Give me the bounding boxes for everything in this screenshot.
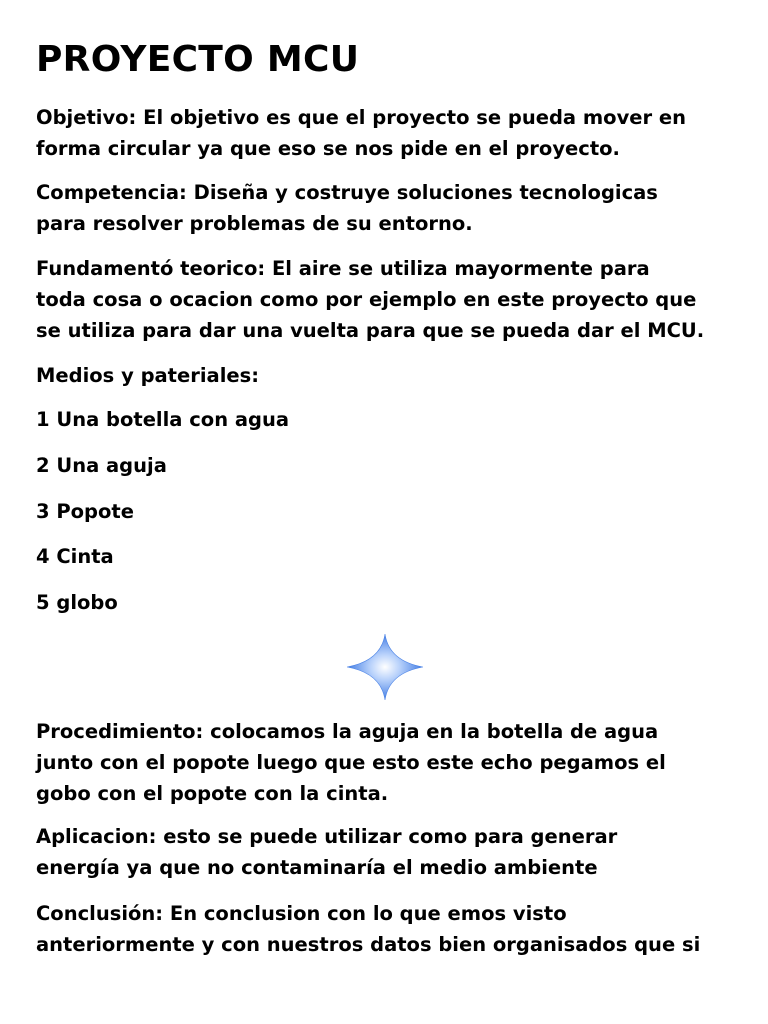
procedimiento-paragraph: Procedimiento: colocamos la aguja en la botella de agua junto con el popote luego que esto este echo pegamos el gobo con el popote con la cinta. [36, 720, 666, 805]
medios-heading: Medios y pateriales: [36, 364, 260, 387]
material-item: 1 Una botella con agua [36, 408, 290, 431]
fundamento-paragraph: Fundamentó teorico: El aire se utiliza mayormente para toda cosa o ocacion como por ejemplo en este proyecto que se utiliza para dar una vuelta para que se pueda dar el MCU. [36, 257, 705, 342]
material-item: 5 globo [36, 591, 118, 614]
material-item: 3 Popote [36, 500, 134, 523]
four-point-star-icon [347, 634, 423, 700]
conclusion-paragraph: Conclusión: En conclusion con lo que emos visto anteriormente y con nuestros datos bien organisados que si [36, 902, 701, 956]
material-item: 2 Una aguja [36, 454, 167, 477]
objetivo-paragraph: Objetivo: El objetivo es que el proyecto se pueda mover en forma circular ya que eso se nos pide en el proyecto. [36, 106, 687, 160]
aplicacion-paragraph: Aplicacion: esto se puede utilizar como para generar energía ya que no contaminaría el medio ambiente [36, 825, 618, 879]
material-item: 4 Cinta [36, 545, 114, 568]
page-title: PROYECTO MCU [36, 39, 360, 80]
competencia-paragraph: Competencia: Diseña y costruye soluciones tecnologicas para resolver problemas de su entorno. [36, 181, 658, 235]
